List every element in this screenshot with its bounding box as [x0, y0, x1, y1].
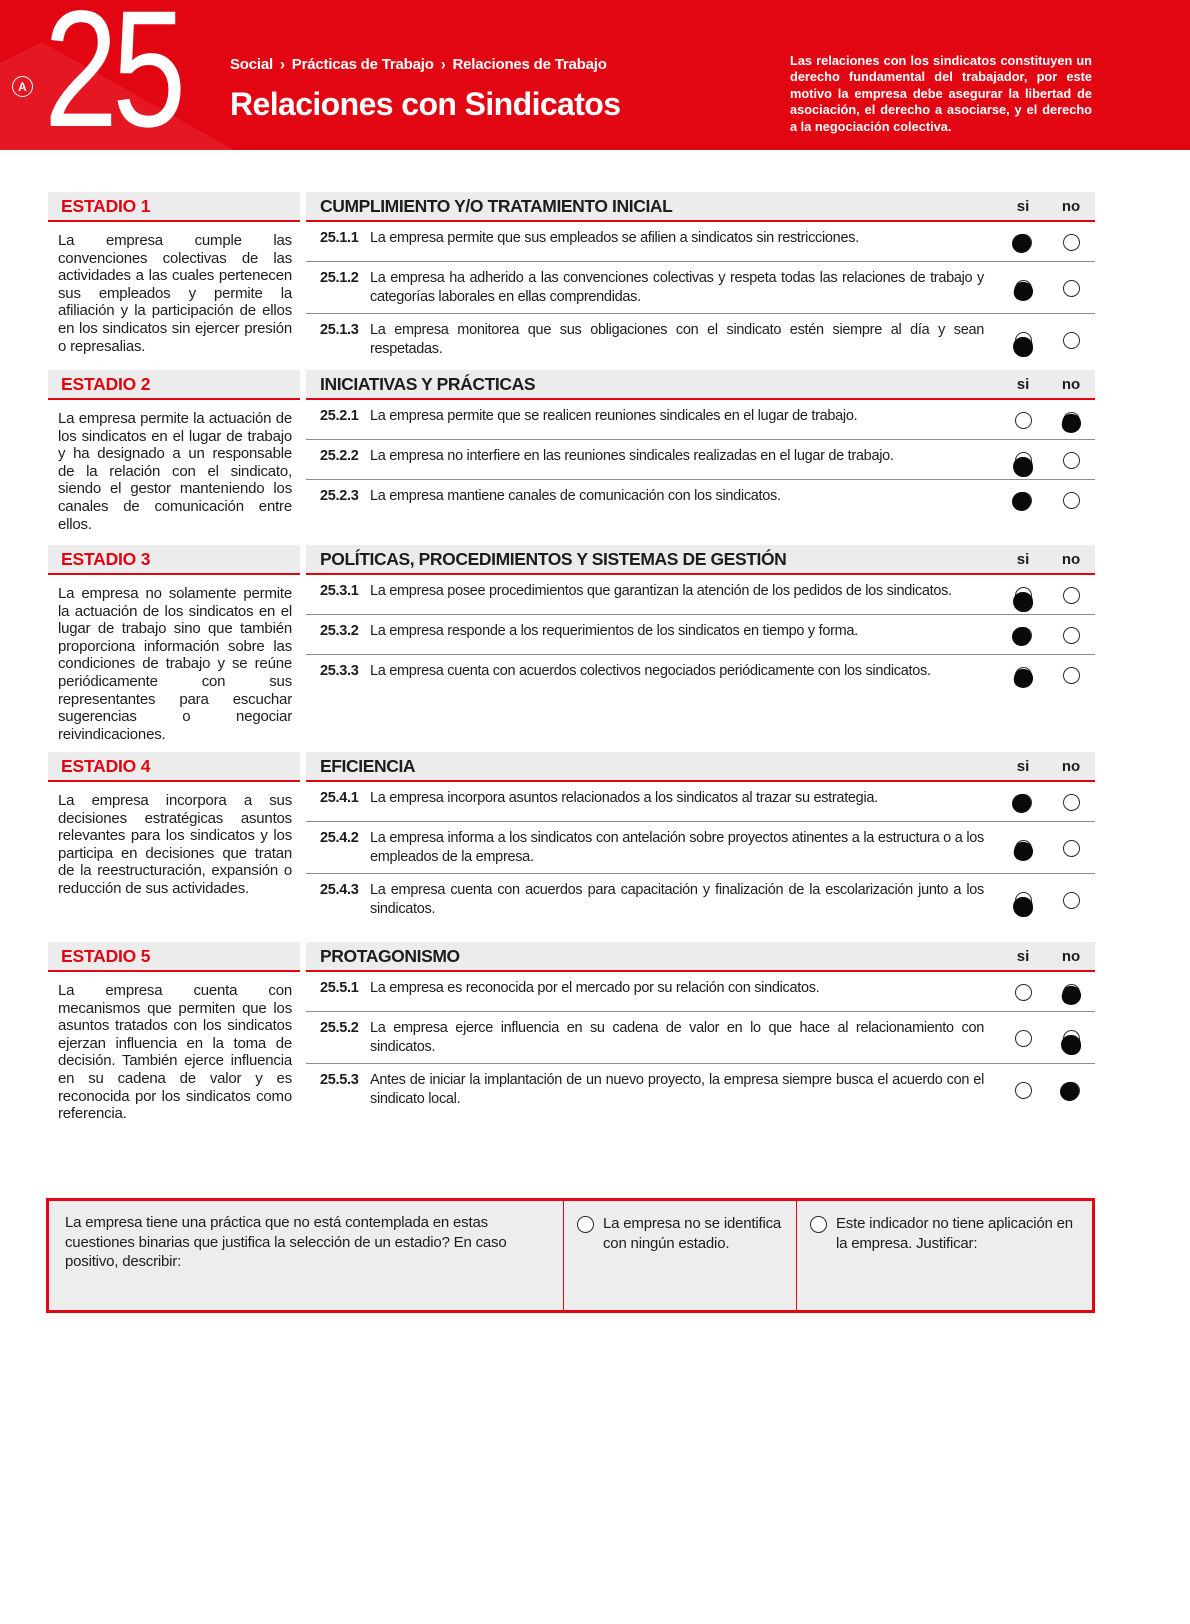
question-text: La empresa responde a los requerimientos de los sindicatos en tiempo y forma. [370, 623, 858, 639]
answer-si-circle[interactable] [1015, 452, 1032, 469]
estadio-header-bar [48, 942, 300, 972]
answer-si-circle[interactable] [1015, 234, 1032, 251]
column-header-no: no [1061, 550, 1081, 568]
answer-si-circle[interactable] [1015, 1030, 1032, 1047]
question-text: Antes de iniciar la implantación de un nuevo proyecto, la empresa siempre busca el acuerdo con el sindicato local. [370, 1072, 984, 1107]
estadio-left-column [48, 942, 300, 1123]
breadcrumb-item: Social [230, 56, 273, 73]
estadio-description: La empresa no solamente permite la actuación de los sindicatos en el lugar de trabajo sino que también proporciona información sobre las condiciones de trabajo y se reúne periódicamente con sus representantes para escuchar sugerencias o negociar reivindicaciones. [58, 585, 292, 743]
answer-si-cell [999, 789, 1047, 815]
question-row [306, 222, 1095, 262]
answer-si-circle[interactable] [1015, 627, 1032, 644]
answer-si-circle[interactable] [1015, 984, 1032, 1001]
estadio-header-bar [48, 370, 300, 400]
answer-si-circle[interactable] [1015, 412, 1032, 429]
answer-no-cell [1047, 662, 1095, 689]
question-row [306, 575, 1095, 615]
answer-si-circle[interactable] [1015, 892, 1032, 909]
answer-no-cell [1047, 881, 1095, 919]
estadio-label: ESTADIO 1 [61, 195, 151, 216]
answer-si-cell [999, 829, 1047, 867]
indicator-number: 25 [44, 0, 181, 162]
section-title: POLÍTICAS, PROCEDIMIENTOS Y SISTEMAS DE GESTIÓN [320, 548, 787, 569]
question-row [306, 314, 1095, 365]
answer-si-circle[interactable] [1015, 794, 1032, 811]
question-rows [306, 782, 1095, 925]
answer-si-circle[interactable] [1015, 332, 1032, 349]
estadio-description: La empresa cumple las convenciones colectivas de las actividades a las cuales pertenecen sus empleados y permite la afiliación y la participación de ellos en los sindicatos sin ejercer presión o represalias. [58, 232, 292, 355]
question-number: 25.1.1 [320, 230, 359, 246]
answer-no-cell [1047, 622, 1095, 648]
indicator-intro-text: Las relaciones con los sindicatos constituyen un derecho fundamental del trabajador, por este motivo la empresa debe asegurar la libertad de asociación, el derecho a asociarse, y el derecho a la negociación colectiva. [790, 53, 1092, 134]
question-rows [306, 972, 1095, 1115]
question-number: 25.4.3 [320, 882, 359, 898]
question-text: La empresa cuenta con acuerdos colectivos negociados periódicamente con los sindicatos. [370, 663, 931, 679]
estadio-label: ESTADIO 3 [61, 548, 151, 569]
question-text: La empresa ejerce influencia en su cadena de valor en lo que hace al relacionamiento con sindicatos. [370, 1020, 984, 1055]
question-number: 25.2.3 [320, 488, 359, 504]
question-text: La empresa no interfiere en las reuniones sindicales realizadas en el lugar de trabajo. [370, 448, 894, 464]
estadio-header-bar [48, 545, 300, 575]
question-row [306, 1012, 1095, 1064]
column-header-si: si [1016, 375, 1030, 393]
estadio-section [48, 752, 1095, 925]
question-number: 25.2.2 [320, 448, 359, 464]
answer-no-circle[interactable] [1063, 412, 1080, 429]
section-title: INICIATIVAS Y PRÁCTICAS [320, 373, 536, 394]
question-number: 25.3.3 [320, 663, 359, 679]
footer-option-no-aplicacion-circle[interactable] [810, 1216, 827, 1233]
estadio-label: ESTADIO 5 [61, 945, 151, 966]
question-number: 25.5.3 [320, 1072, 359, 1088]
section-header-bar [306, 370, 1095, 400]
answer-no-circle[interactable] [1063, 492, 1080, 509]
question-text: La empresa ha adherido a las convenciones colectivas y respeta todas las relaciones de trabajo y categorías laborales en ellas comprendidas. [370, 270, 984, 305]
column-header-si: si [1016, 947, 1030, 965]
answer-si-circle[interactable] [1015, 587, 1032, 604]
answer-si-cell [999, 1071, 1047, 1109]
answer-no-circle[interactable] [1063, 892, 1080, 909]
question-rows [306, 575, 1095, 695]
question-text: La empresa incorpora asuntos relacionados a los sindicatos al trazar su estrategia. [370, 790, 878, 806]
page-title: Relaciones con Sindicatos [230, 86, 621, 122]
answer-no-circle[interactable] [1063, 234, 1080, 251]
answer-no-circle[interactable] [1063, 587, 1080, 604]
question-number: 25.1.3 [320, 322, 359, 338]
estadio-label: ESTADIO 4 [61, 755, 151, 776]
section-header-bar [306, 752, 1095, 782]
answer-si-cell [999, 229, 1047, 255]
answer-no-cell [1047, 487, 1095, 514]
answer-no-cell [1047, 829, 1095, 867]
footer-option-no-estadio-circle[interactable] [577, 1216, 594, 1233]
circled-a-icon: A [12, 76, 33, 97]
answer-si-circle[interactable] [1015, 1082, 1032, 1099]
answer-no-circle[interactable] [1063, 280, 1080, 297]
footer-open-question: La empresa tiene una práctica que no está contemplada en estas cuestiones binarias que justifica la selección de un estadio? En caso positivo, describir: [65, 1214, 507, 1270]
column-header-si: si [1016, 197, 1030, 215]
column-header-no: no [1061, 757, 1081, 775]
section-title: EFICIENCIA [320, 755, 416, 776]
question-number: 25.3.2 [320, 623, 359, 639]
answer-si-circle[interactable] [1015, 492, 1032, 509]
question-number: 25.5.2 [320, 1020, 359, 1036]
breadcrumb-item: Prácticas de Trabajo [291, 56, 434, 73]
question-rows [306, 222, 1095, 365]
estadio-left-column [48, 545, 300, 743]
column-header-si: si [1016, 550, 1030, 568]
breadcrumb-item: Relaciones de Trabajo [452, 56, 607, 73]
question-row [306, 262, 1095, 314]
question-row [306, 1064, 1095, 1115]
answer-si-cell [999, 269, 1047, 307]
question-number: 25.1.2 [320, 270, 359, 286]
question-text: La empresa informa a los sindicatos con antelación sobre proyectos atinentes a la estructura o a los empleados de la empresa. [370, 830, 984, 865]
estadio-section [48, 370, 1095, 533]
answer-no-circle[interactable] [1063, 332, 1080, 349]
questions-column [306, 192, 1095, 365]
answer-no-circle[interactable] [1063, 1082, 1080, 1099]
estadio-section [48, 942, 1095, 1123]
answer-no-cell [1047, 269, 1095, 307]
questions-column [306, 942, 1095, 1123]
question-number: 25.2.1 [320, 408, 359, 424]
answer-si-circle[interactable] [1015, 840, 1032, 857]
answer-no-circle[interactable] [1063, 452, 1080, 469]
estadio-left-column [48, 192, 300, 365]
questions-column [306, 752, 1095, 925]
column-header-si: si [1016, 757, 1030, 775]
section-header-bar [306, 192, 1095, 222]
section-title: CUMPLIMIENTO Y/O TRATAMIENTO INICIAL [320, 195, 673, 216]
column-header-no: no [1061, 197, 1081, 215]
answer-no-circle[interactable] [1063, 794, 1080, 811]
question-row [306, 822, 1095, 874]
answer-no-cell [1047, 979, 1095, 1005]
estadio-description: La empresa permite la actuación de los sindicatos en el lugar de trabajo y ha designado a un responsable de la relación con el sindicato, siendo el gestor manteniendo los canales de comunicación entre ellos. [58, 410, 292, 533]
answer-no-cell [1047, 407, 1095, 433]
chevron-right-icon: › [280, 55, 285, 74]
answer-si-cell [999, 979, 1047, 1005]
answer-si-cell [999, 881, 1047, 919]
answer-no-cell [1047, 1071, 1095, 1109]
question-text: La empresa posee procedimientos que garantizan la atención de los pedidos de los sindicatos. [370, 583, 952, 599]
question-number: 25.4.2 [320, 830, 359, 846]
estadio-section [48, 192, 1095, 365]
answer-no-cell [1047, 1019, 1095, 1057]
question-number: 25.4.1 [320, 790, 359, 806]
answer-no-circle[interactable] [1063, 840, 1080, 857]
question-rows [306, 400, 1095, 520]
question-row [306, 655, 1095, 695]
question-text: La empresa permite que sus empleados se afilien a sindicatos sin restricciones. [370, 230, 859, 246]
question-row [306, 400, 1095, 440]
answer-no-cell [1047, 447, 1095, 473]
question-row [306, 782, 1095, 822]
answer-si-cell [999, 582, 1047, 608]
footer-option-no-estadio-label: La empresa no se identifica con ningún estadio. [603, 1215, 782, 1252]
answer-no-circle[interactable] [1063, 667, 1080, 684]
answer-si-cell [999, 662, 1047, 689]
question-number: 25.3.1 [320, 583, 359, 599]
answer-si-circle[interactable] [1015, 667, 1032, 684]
answer-no-circle[interactable] [1063, 1030, 1080, 1047]
estadio-header-bar [48, 192, 300, 222]
answer-si-circle[interactable] [1015, 280, 1032, 297]
estadio-header-bar [48, 752, 300, 782]
chevron-right-icon: › [440, 55, 446, 74]
header-banner [0, 0, 1190, 162]
question-row [306, 874, 1095, 925]
answer-si-cell [999, 447, 1047, 473]
question-row [306, 480, 1095, 520]
answer-si-cell [999, 407, 1047, 433]
breadcrumb [230, 56, 620, 73]
answer-no-cell [1047, 789, 1095, 815]
answer-no-cell [1047, 229, 1095, 255]
section-title: PROTAGONISMO [320, 945, 460, 966]
answer-si-cell [999, 622, 1047, 648]
answer-si-cell [999, 321, 1047, 359]
estadio-left-column [48, 370, 300, 533]
question-number: 25.5.1 [320, 980, 359, 996]
footer-note-box [46, 1198, 1095, 1313]
question-text: La empresa monitorea que sus obligaciones con el sindicato estén siempre al día y sean respetadas. [370, 322, 984, 357]
answer-no-cell [1047, 321, 1095, 359]
questions-column [306, 545, 1095, 743]
question-row [306, 972, 1095, 1012]
question-row [306, 615, 1095, 655]
estadio-section [48, 545, 1095, 743]
questions-column [306, 370, 1095, 533]
estadio-description: La empresa incorpora a sus decisiones estratégicas asuntos relevantes para los sindicatos y los participa en decisiones que tratan de la reestructuración, expansión o reducción de sus actividades. [58, 792, 292, 897]
section-header-bar [306, 942, 1095, 972]
question-text: La empresa mantiene canales de comunicación con los sindicatos. [370, 488, 781, 504]
footer-option-no-aplicacion-label: Este indicador no tiene aplicación en la empresa. Justificar: [836, 1215, 1073, 1252]
question-row [306, 440, 1095, 480]
estadio-left-column [48, 752, 300, 925]
answer-no-cell [1047, 582, 1095, 608]
answer-si-cell [999, 487, 1047, 514]
answer-si-cell [999, 1019, 1047, 1057]
column-header-no: no [1061, 375, 1081, 393]
section-header-bar [306, 545, 1095, 575]
estadio-label: ESTADIO 2 [61, 373, 151, 394]
estadio-description: La empresa cuenta con mecanismos que permiten que los asuntos tratados con los sindicatos ejerzan influencia en la toma de decisión. También ejerce influencia en su cadena de valor y es reconocida por los sindicatos como referencia. [58, 982, 292, 1123]
question-text: La empresa es reconocida por el mercado por su relación con sindicatos. [370, 980, 820, 996]
question-text: La empresa permite que se realicen reuniones sindicales en el lugar de trabajo. [370, 408, 858, 424]
column-header-no: no [1061, 947, 1081, 965]
question-text: La empresa cuenta con acuerdos para capacitación y finalización de la escolarización junto a los sindicatos. [370, 882, 984, 917]
answer-no-circle[interactable] [1063, 627, 1080, 644]
answer-no-circle[interactable] [1063, 984, 1080, 1001]
